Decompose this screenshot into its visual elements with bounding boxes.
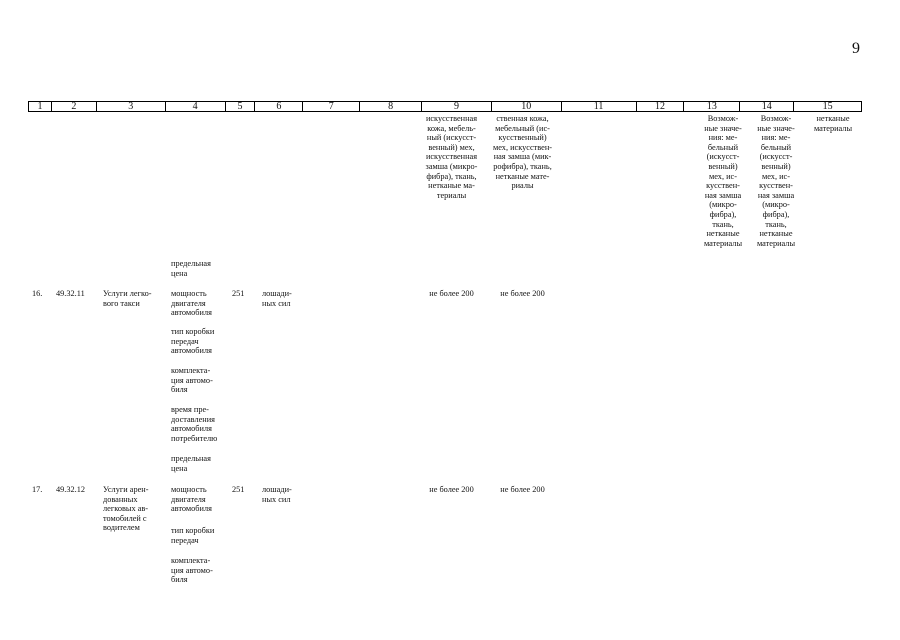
header-col-7: 7 bbox=[303, 102, 360, 111]
prev-row-col13: Возмож- ные значе- ния: ме- бельный (искусст- венный) мех, ис- кусствен- ная замша (микро- фибра), ткань, нетканые материалы bbox=[703, 114, 743, 248]
table-header-row bbox=[28, 101, 862, 112]
characteristic: комплекта- ция автомо- биля bbox=[171, 556, 213, 585]
prev-row-col10: ственная кожа, мебельный (ис- кусственный) мех, искусствен- ная замша (мик- рофибра), ткань, нетканые мате- риалы bbox=[492, 114, 553, 191]
characteristic: тип коробки передач автомобиля bbox=[171, 327, 215, 356]
row-number: 17. bbox=[32, 485, 43, 494]
okpd-code: 49.32.12 bbox=[56, 485, 86, 494]
okpd-code: 49.32.11 bbox=[56, 289, 85, 298]
prev-row-col9: искусственная кожа, мебель- ный (искусст- венный) мех, искусственная замша (микро- фибра), ткань, нетканые ма- териалы bbox=[425, 114, 478, 200]
value-col9: не более 200 bbox=[429, 289, 474, 298]
header-col-2: 2 bbox=[52, 102, 97, 111]
unit-code: 251 bbox=[232, 485, 245, 494]
header-col-8: 8 bbox=[360, 102, 422, 111]
value-col10: не более 200 bbox=[500, 289, 545, 298]
characteristic: комплекта- ция автомо- биля bbox=[171, 366, 213, 395]
value-col10: не более 200 bbox=[500, 485, 545, 494]
prev-row-col15: нетканые материалы bbox=[813, 114, 853, 133]
unit-name: лошади- ных сил bbox=[262, 289, 292, 308]
characteristic: мощность двигателя автомобиля bbox=[171, 485, 212, 514]
header-col-14: 14 bbox=[740, 102, 794, 111]
service-name: Услуги арен- дованных легковых ав- томобилей с водителем bbox=[103, 485, 149, 533]
row-number: 16. bbox=[32, 289, 43, 298]
prev-row-price: предельная цена bbox=[171, 259, 211, 278]
characteristic: тип коробки передач bbox=[171, 526, 215, 545]
header-col-4: 4 bbox=[166, 102, 226, 111]
unit-name: лошади- ных сил bbox=[262, 485, 292, 504]
service-name: Услуги легко- вого такси bbox=[103, 289, 152, 308]
header-col-10: 10 bbox=[492, 102, 562, 111]
characteristic: предельная цена bbox=[171, 454, 211, 473]
characteristic: мощность двигателя автомобиля bbox=[171, 289, 212, 318]
header-col-9: 9 bbox=[422, 102, 492, 111]
header-col-3: 3 bbox=[97, 102, 166, 111]
header-col-6: 6 bbox=[255, 102, 303, 111]
value-col9: не более 200 bbox=[429, 485, 474, 494]
unit-code: 251 bbox=[232, 289, 245, 298]
header-col-5: 5 bbox=[226, 102, 256, 111]
header-col-13: 13 bbox=[684, 102, 740, 111]
page-number: 9 bbox=[852, 40, 860, 57]
header-col-12: 12 bbox=[637, 102, 685, 111]
header-col-1: 1 bbox=[29, 102, 52, 111]
prev-row-col14: Возмож- ные значе- ния: ме- бельный (искусст- венный) мех, ис- кусствен- ная замша (микро- фибра), ткань, нетканые материалы bbox=[756, 114, 796, 248]
header-col-15: 15 bbox=[822, 101, 833, 112]
header-col-11: 11 bbox=[562, 102, 637, 111]
characteristic: время пре- доставления автомобиля потребителю bbox=[171, 405, 218, 443]
